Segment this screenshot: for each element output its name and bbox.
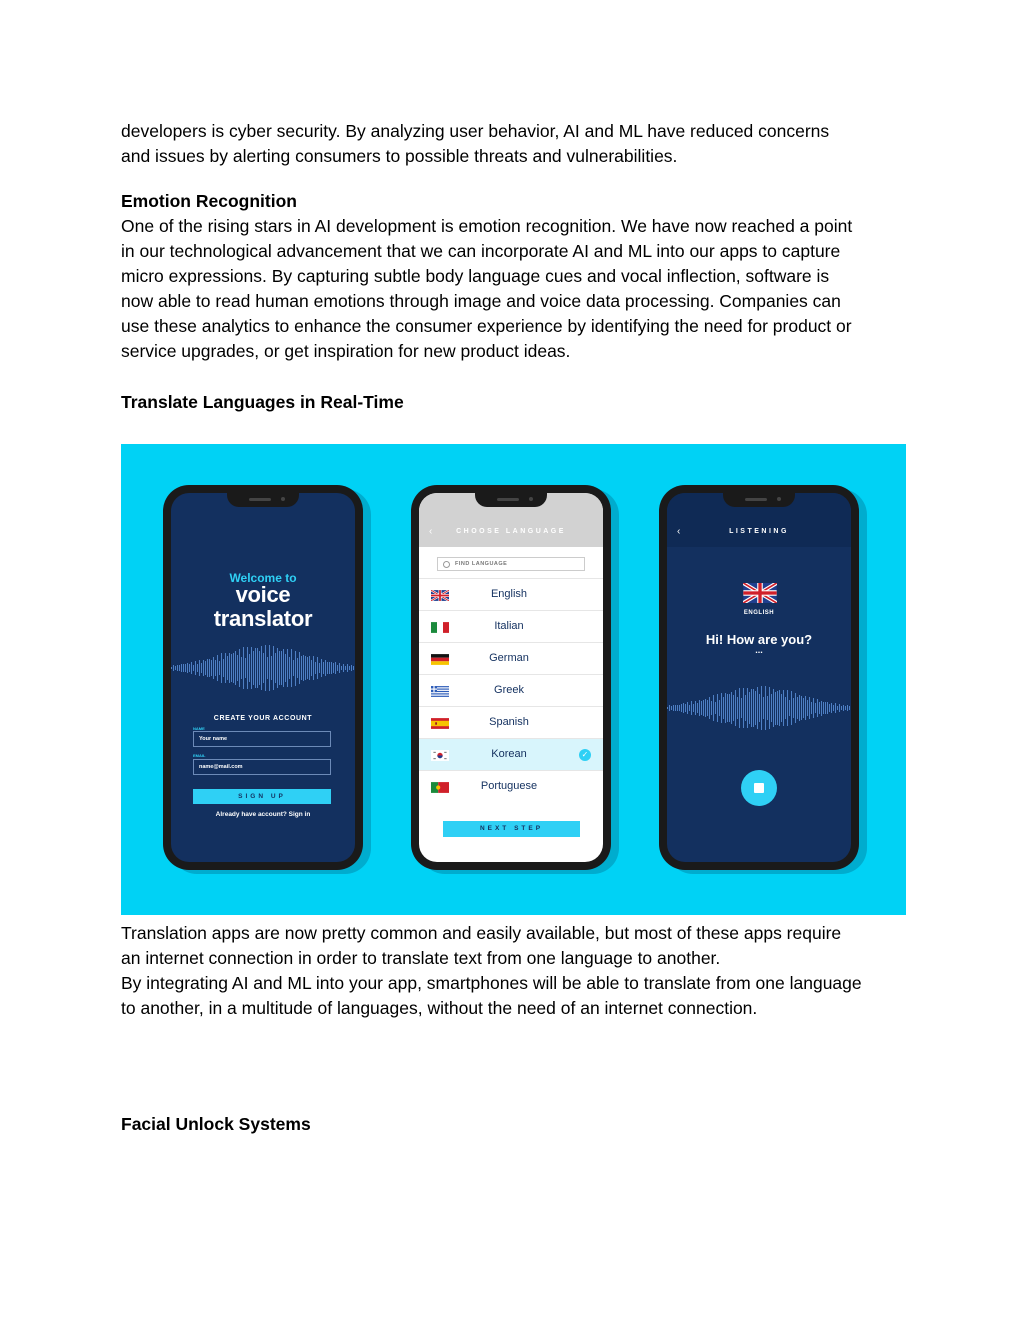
text-line: in our technological advancement that we can incorporate AI and ML into our apps to capture [121,241,841,261]
text-line: micro expressions. By capturing subtle body language cues and vocal inflection, software is [121,266,830,286]
wave-bar [189,664,190,671]
wave-bar [249,654,250,681]
wave-bar [319,663,320,674]
search-icon [443,561,450,568]
wave-bar [253,651,254,685]
wave-bar [219,661,220,674]
wave-bar [805,696,806,720]
wave-bar [247,647,248,690]
phone-signup [163,485,363,870]
wave-bar [827,702,828,714]
wave-bar [287,649,288,687]
wave-bar [689,705,690,712]
wave-bar [239,649,240,688]
spain-flag-icon [431,718,449,729]
screen-title: LISTENING [729,528,789,535]
wave-bar [289,657,290,679]
wave-bar [777,691,778,724]
wave-bar [345,666,346,671]
app-title-line: voice [235,582,291,607]
wave-bar [801,696,802,720]
wave-bar [305,656,306,681]
sound-wave [171,643,355,693]
italy-flag-icon [431,622,449,633]
wave-bar [789,700,790,716]
welcome-text: Welcome to [229,571,297,585]
phone-notch [475,493,547,507]
wave-bar [325,660,326,676]
text-line: an internet connection in order to translate text from one language to another. [121,948,721,968]
wave-bar [667,707,668,709]
germany-flag-icon [431,654,449,665]
wave-bar [349,666,350,671]
wave-bar [795,693,796,723]
wave-bar [839,704,840,712]
wave-bar [841,706,842,710]
wave-bar [837,706,838,710]
wave-bar [265,645,266,690]
create-account-heading: CREATE YOUR ACCOUNT [213,715,313,722]
wave-bar [339,663,340,673]
language-label: ENGLISH [743,610,775,616]
wave-bar [699,700,700,716]
wave-bar [771,694,772,723]
uk-flag-icon [431,590,449,601]
wave-bar [269,645,270,691]
wave-bar [209,659,210,678]
wave-bar [765,686,766,730]
phone-notch [723,493,795,507]
wave-bar [849,706,850,710]
wave-bar [221,653,222,682]
wave-bar [301,656,302,679]
wave-bar [711,701,712,716]
wave-bar [235,651,236,685]
intro-paragraph [121,119,911,169]
phone-choose-language [411,485,611,870]
next-step-button[interactable]: NEXT STEP [443,821,580,837]
wave-bar [251,647,252,689]
wave-bar [241,657,242,679]
wave-bar [231,654,232,683]
wave-bar [729,694,730,722]
wave-bar [233,653,234,682]
wave-bar [351,665,352,670]
language-label: Portuguese [480,780,538,792]
wave-bar [705,699,706,717]
app-title [171,583,355,631]
text-line: to another, in a multitude of languages, without the need of an internet connection. [121,998,758,1018]
wave-bar [733,695,734,720]
portugal-flag-icon [431,782,449,793]
wave-bar [697,703,698,713]
wave-bar [327,662,328,674]
wave-bar [255,648,256,687]
emotion-paragraph [121,214,911,364]
spoken-phrase: Hi! How are you? [705,632,813,647]
wave-bar [781,694,782,721]
wave-bar [181,664,182,671]
wave-bar [199,660,200,676]
translate-heading: Translate Languages in Real-Time [121,392,404,412]
wave-bar [775,692,776,725]
language-row-greek[interactable] [419,674,603,706]
wave-bar [767,696,768,720]
wave-bar [187,663,188,672]
emotion-heading: Emotion Recognition [121,191,297,211]
wave-bar [245,658,246,679]
translate-paragraph [121,921,911,1021]
wave-bar [303,655,304,682]
wave-bar [757,687,758,728]
wave-bar [259,651,260,686]
wave-bar [297,658,298,679]
text-line: use these analytics to enhance the consumer experience by identifying the need for product or [121,316,852,336]
back-arrow-icon[interactable]: ‹ [429,526,433,537]
wave-bar [779,690,780,726]
wave-bar [205,661,206,676]
text-line: One of the rising stars in AI development is emotion recognition. We have now reached a point [121,216,853,236]
wave-bar [749,692,750,724]
wave-bar [215,660,216,675]
wave-bar [341,666,342,670]
wave-bar [793,698,794,718]
wave-bar [337,665,338,672]
screen-title: CHOOSE LANGUAGE [456,528,566,535]
signin-link[interactable]: Already have account? Sign in [215,811,311,818]
wave-bar [183,664,184,671]
wave-bar [745,695,746,721]
wave-bar [321,659,322,678]
wave-bar [823,702,824,714]
language-label: Korean [491,748,527,760]
language-label: Italian [494,620,524,632]
text-line: and issues by alerting consumers to possible threats and vulnerabilities. [121,146,678,166]
wave-bar [821,701,822,716]
wave-bar [717,694,718,722]
wave-bar [263,653,264,682]
wave-bar [317,657,318,679]
wave-bar [671,706,672,709]
wave-bar [693,704,694,711]
wave-bar [713,695,714,720]
wave-bar [307,657,308,679]
wave-bar [741,698,742,718]
wave-bar [725,693,726,722]
wave-bar [335,662,336,673]
language-label: English [490,588,528,600]
signup-button[interactable]: SIGN UP [193,789,331,804]
wave-bar [281,651,282,686]
search-input[interactable]: FIND LANGUAGE [437,557,585,571]
language-row-korean[interactable] [419,738,603,770]
wave-bar [673,705,674,711]
wave-bar [283,649,284,686]
wave-bar [275,653,276,683]
wave-bar [825,702,826,714]
text-line: By integrating AI and ML into your app, smartphones will be able to translate from one language [121,973,862,993]
wave-bar [329,662,330,674]
typing-dots: ... [755,645,763,655]
wave-bar [229,653,230,684]
phone-notch [227,493,299,507]
wave-bar [703,700,704,717]
wave-bar [279,651,280,686]
wave-bar [751,689,752,726]
wave-bar [343,664,344,673]
wave-bar [727,694,728,722]
wave-bar [237,655,238,682]
sound-wave [667,683,851,733]
wave-bar [179,665,180,670]
wave-bar [747,688,748,728]
signup-screen [171,493,355,862]
uk-flag-icon [743,583,777,603]
wave-bar [685,704,686,711]
wave-bar [791,691,792,724]
wave-bar [829,704,830,713]
wave-bar [243,647,244,688]
wave-bar [787,690,788,726]
wave-bar [185,664,186,671]
wave-bar [333,663,334,672]
language-row-portuguese[interactable] [419,770,603,802]
wave-bar [315,662,316,674]
stop-icon[interactable] [741,770,777,806]
wave-bar [811,702,812,713]
wave-bar [285,654,286,683]
back-arrow-icon[interactable]: ‹ [677,526,681,537]
wave-bar [739,688,740,728]
wave-bar [171,667,172,669]
wave-bar [753,689,754,727]
wave-bar [299,652,300,683]
wave-bar [847,705,848,710]
phone-listening [659,485,859,870]
wave-bar [681,704,682,711]
wave-bar [225,653,226,684]
wave-bar [773,689,774,727]
choose-language-screen [419,493,603,862]
wave-bar [807,700,808,716]
wave-bar [735,690,736,727]
wave-bar [783,690,784,727]
wave-bar [679,705,680,712]
wave-bar [175,666,176,670]
wave-bar [257,648,258,687]
wave-bar [843,705,844,712]
wave-bar [193,665,194,672]
wave-bar [715,702,716,715]
wave-bar [213,657,214,680]
wave-bar [267,657,268,680]
email-field[interactable]: name@mail.com [193,759,331,775]
wave-bar [669,705,670,710]
wave-bar [709,697,710,719]
wave-bar [223,659,224,676]
facial-unlock-heading: Facial Unlock Systems [121,1114,311,1134]
wave-bar [833,705,834,711]
voice-translator-illustration [121,444,906,915]
wave-bar [761,686,762,729]
wave-bar [291,649,292,686]
wave-bar [755,691,756,724]
wave-bar [353,666,354,671]
wave-bar [815,703,816,713]
wave-bar [217,655,218,681]
wave-bar [819,702,820,713]
checkmark-icon: ✓ [579,749,591,761]
text-line: now able to read human emotions through image and voice data processing. Companies can [121,291,841,311]
name-field[interactable]: Your name [193,731,331,747]
wave-bar [203,660,204,677]
wave-bar [277,648,278,688]
listening-screen [667,493,851,862]
wave-bar [261,646,262,689]
app-title-line: translator [213,606,313,631]
wave-bar [809,697,810,720]
wave-bar [227,656,228,679]
wave-bar [313,656,314,680]
wave-bar [797,697,798,719]
wave-bar [271,656,272,681]
greece-flag-icon [431,686,449,697]
wave-bar [309,656,310,681]
wave-bar [835,703,836,713]
wave-bar [831,703,832,714]
wave-bar [707,700,708,716]
text-line: Translation apps are now pretty common and easily available, but most of these apps require [121,923,842,943]
email-label: EMAIL [193,753,206,758]
text-line: developers is cyber security. By analyzing user behavior, AI and ML have reduced concerns [121,121,830,141]
language-row-german[interactable] [419,642,603,674]
wave-bar [723,697,724,719]
wave-bar [211,660,212,677]
wave-bar [687,702,688,713]
wave-bar [695,701,696,716]
wave-bar [813,698,814,719]
language-row-italian[interactable] [419,610,603,642]
wave-bar [197,664,198,672]
language-row-english[interactable] [419,578,603,610]
wave-bar [677,705,678,712]
language-label: Spanish [489,716,529,728]
wave-bar [737,697,738,718]
wave-bar [323,662,324,674]
wave-bar [731,692,732,725]
wave-bar [331,662,332,674]
wave-bar [803,698,804,719]
wave-bar [191,662,192,674]
wave-bar [201,663,202,674]
wave-bar [273,646,274,690]
wave-bar [207,659,208,676]
language-row-spanish[interactable] [419,706,603,738]
wave-bar [785,697,786,718]
wave-bar [347,664,348,671]
wave-bar [845,706,846,711]
wave-bar [173,665,174,671]
wave-bar [769,687,770,729]
wave-bar [177,665,178,671]
wave-bar [759,694,760,722]
wave-bar [683,703,684,712]
wave-bar [719,700,720,717]
wave-bar [691,701,692,714]
wave-bar [743,688,744,729]
wave-bar [295,651,296,686]
wave-bar [763,697,764,719]
wave-bar [293,660,294,677]
wave-bar [721,693,722,722]
name-label: NAME [193,726,205,731]
wave-bar [195,661,196,675]
text-line: service upgrades, or get inspiration for new product ideas. [121,341,571,361]
wave-bar [701,701,702,715]
korea-flag-icon [431,750,449,761]
wave-bar [817,699,818,717]
language-label: Greek [494,684,524,696]
wave-bar [675,705,676,710]
language-label: German [489,652,529,664]
wave-bar [311,660,312,677]
wave-bar [799,695,800,721]
